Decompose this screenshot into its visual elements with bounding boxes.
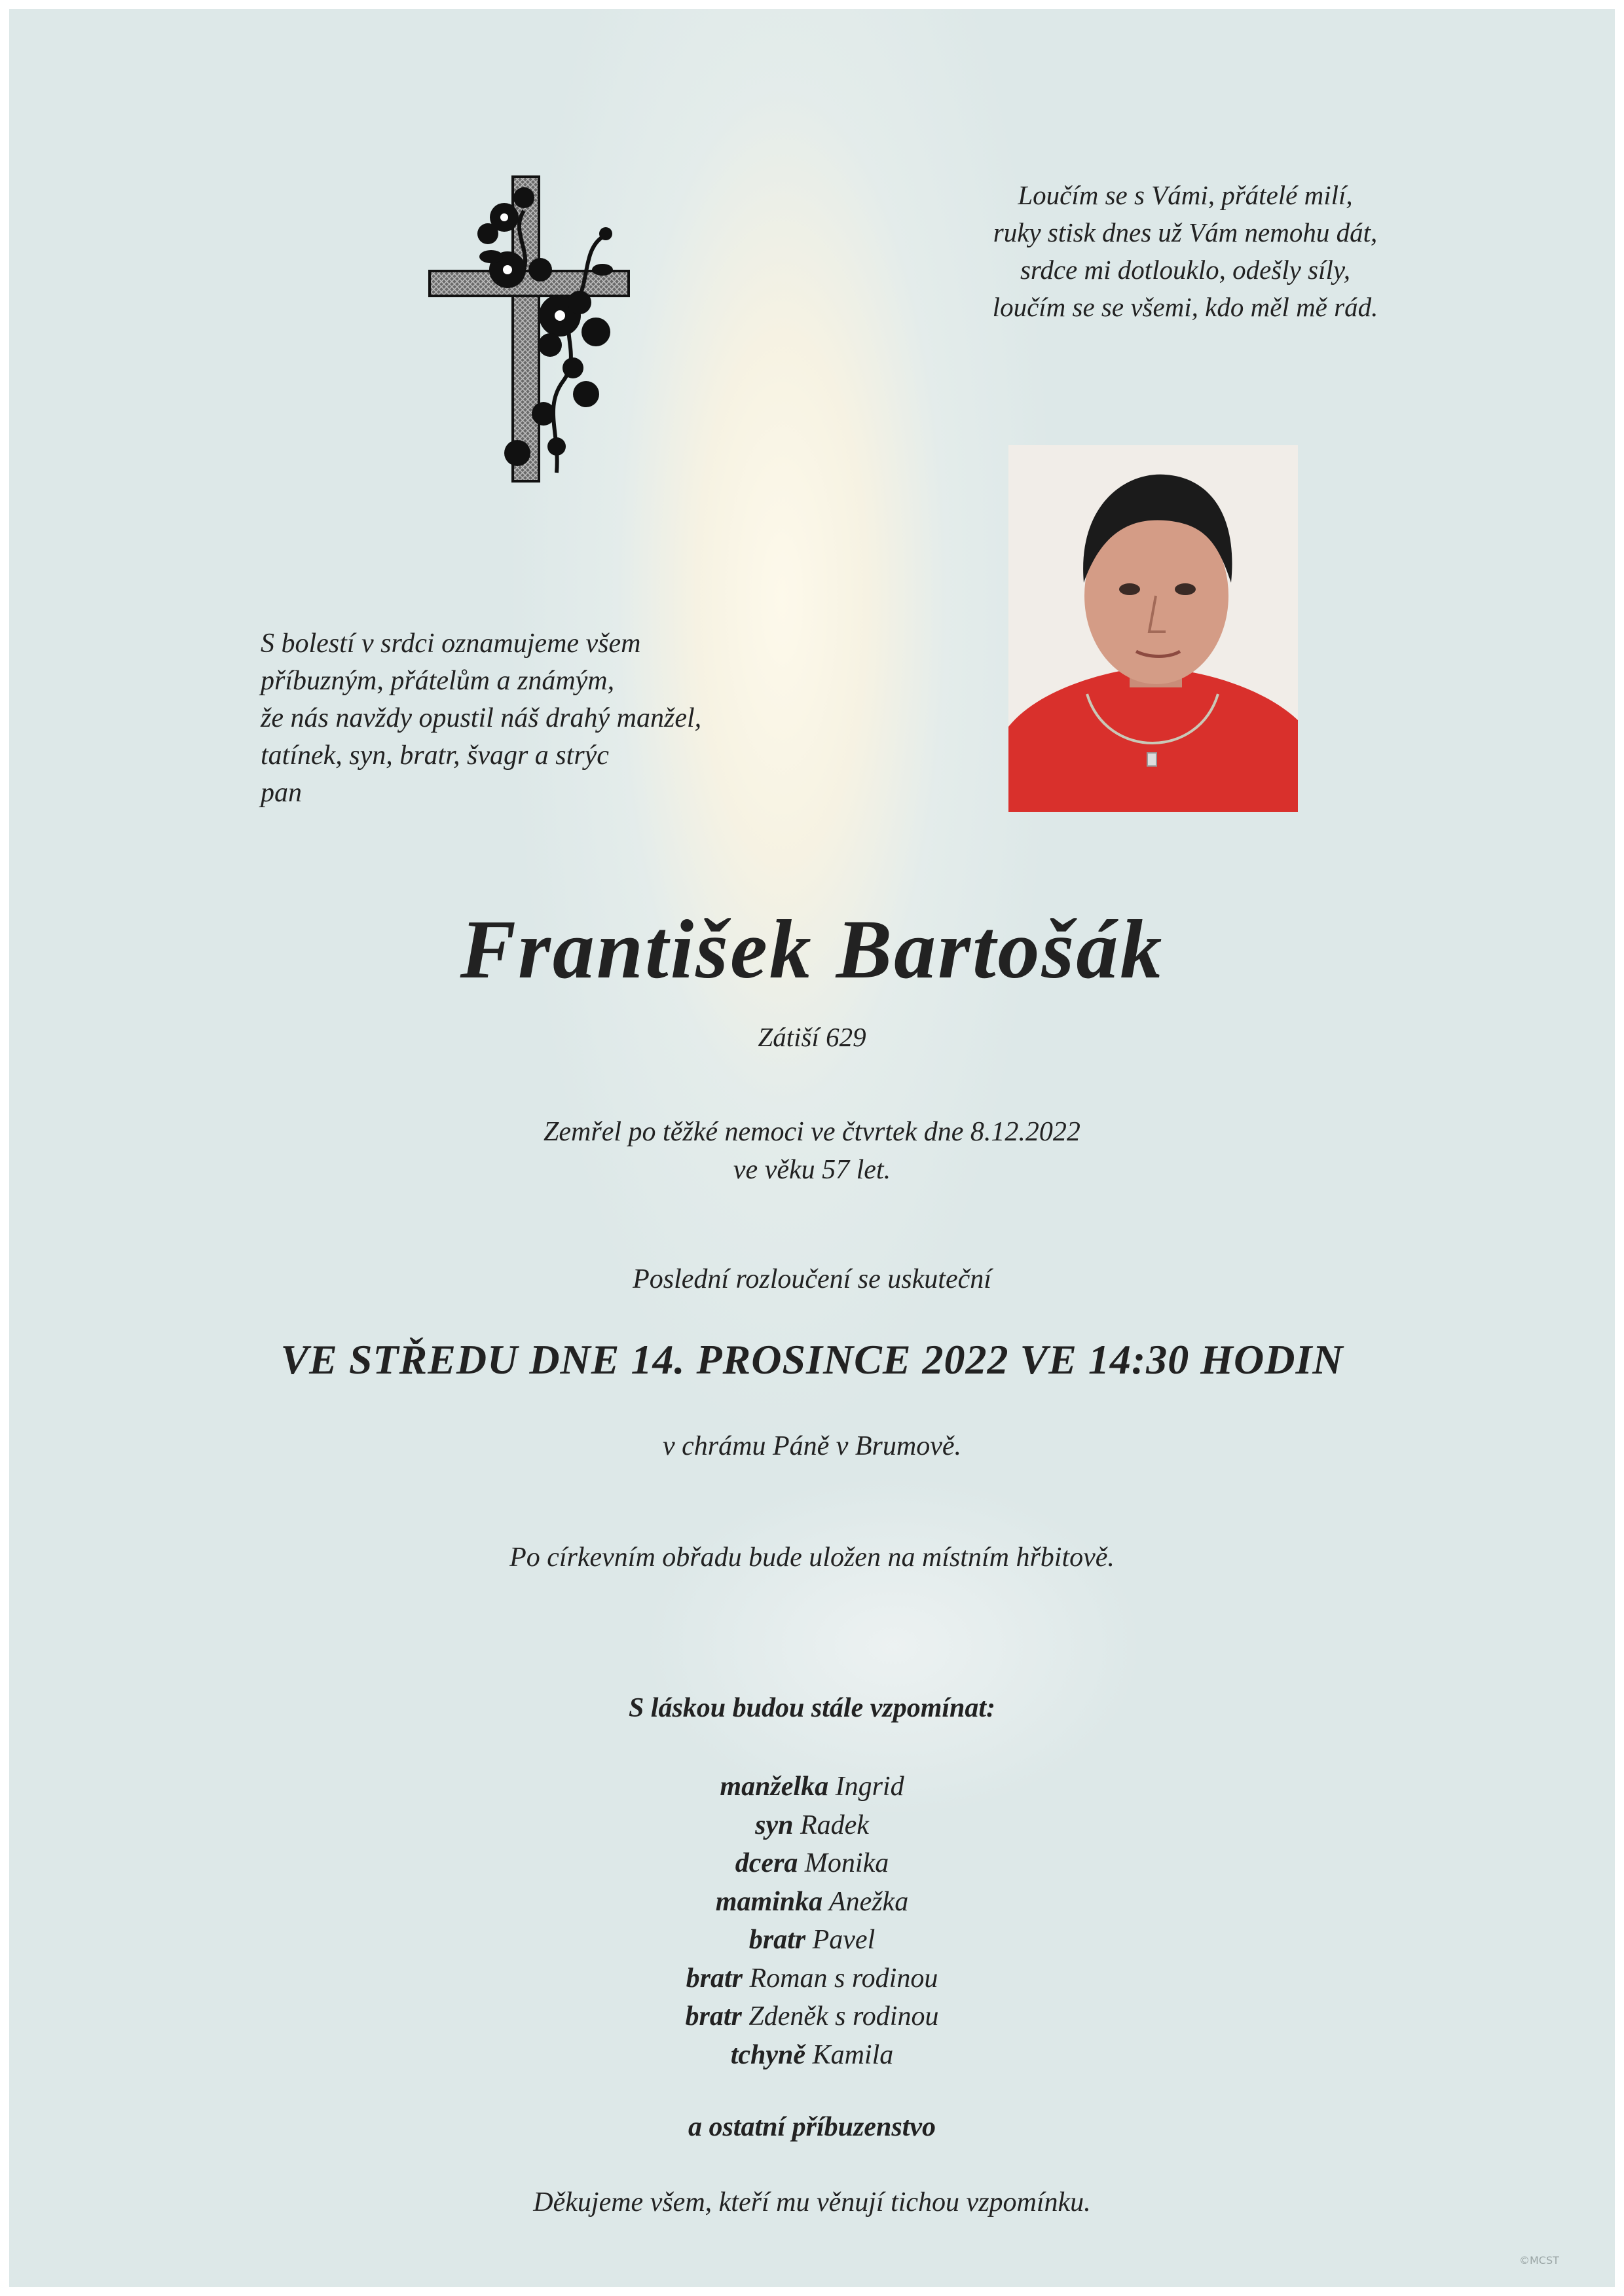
- mourner-role: bratr: [685, 2001, 742, 2032]
- death-notice: [0, 1113, 1624, 1189]
- intro-line: pan: [261, 778, 302, 808]
- mourners-list: [0, 1768, 1624, 2074]
- poem-line: loučím se se všemi, kdo měl mě rád.: [992, 292, 1378, 322]
- age-line: ve věku 57 let.: [733, 1155, 891, 1185]
- funeral-datetime: VE STŘEDU DNE 14. PROSINCE 2022 VE 14:30 HODIN: [280, 1336, 1344, 1383]
- deceased-name: František Bartošák: [460, 903, 1164, 996]
- portrait-image: [1008, 445, 1298, 812]
- list-item: [0, 1997, 1624, 2036]
- intro-line: tatínek, syn, bratr, švagr a strýc: [261, 740, 609, 771]
- mourner-name: Anežka: [822, 1886, 909, 1917]
- poem-line: srdce mi dotlouklo, odešly síly,: [1020, 255, 1351, 285]
- mourner-name: Pavel: [805, 1925, 876, 1955]
- list-item: [0, 1959, 1624, 1998]
- list-item: [0, 1806, 1624, 1845]
- list-item: [0, 1921, 1624, 1959]
- list-item: [0, 1768, 1624, 1806]
- mourner-name: Kamila: [805, 2039, 894, 2070]
- intro-line: S bolestí v srdci oznamujeme všem: [261, 629, 641, 659]
- list-item: [0, 1844, 1624, 1883]
- burial-note: Po církevním obřadu bude uložen na místním hřbitově.: [509, 1542, 1115, 1573]
- list-item: [0, 2036, 1624, 2075]
- mourner-name: Zdeněk s rodinou: [741, 2001, 939, 2032]
- announcement-intro: [261, 625, 824, 812]
- mourner-name: Ingrid: [828, 1772, 904, 1802]
- poem: [871, 177, 1500, 326]
- funeral-place: v chrámu Páně v Brumově.: [662, 1431, 961, 1461]
- mourner-name: Monika: [798, 1848, 889, 1878]
- poem-line: Loučím se s Vámi, přátelé milí,: [1018, 180, 1353, 210]
- mourner-role: dcera: [735, 1848, 798, 1878]
- mourner-role: manželka: [720, 1772, 829, 1802]
- other-relatives: a ostatní příbuzenstvo: [688, 2112, 936, 2142]
- mourners-heading: S láskou budou stále vzpomínat:: [628, 1693, 996, 1723]
- mourner-role: syn: [755, 1810, 794, 1840]
- intro-line: příbuzným, přátelům a známým,: [261, 666, 615, 696]
- mourner-role: bratr: [686, 1963, 743, 1994]
- thanks-line: Děkujeme všem, kteří mu věnují tichou vzpomínku.: [533, 2187, 1091, 2217]
- copyright-mark: ©MCST: [1519, 2254, 1559, 2267]
- mourner-role: tchyně: [730, 2039, 806, 2070]
- death-line: Zemřel po těžké nemoci ve čtvrtek dne 8.12.2022: [544, 1117, 1080, 1147]
- cross-with-roses-icon: [426, 172, 635, 486]
- mourner-name: Radek: [793, 1810, 869, 1840]
- farewell-intro: Poslední rozloučení se uskuteční: [633, 1264, 991, 1294]
- deceased-address: Zátiší 629: [758, 1022, 866, 1052]
- mourner-name: Roman s rodinou: [743, 1963, 938, 1994]
- portrait-photo: [1008, 445, 1298, 812]
- list-item: [0, 1883, 1624, 1922]
- mourner-role: bratr: [748, 1925, 806, 1955]
- poem-line: ruky stisk dnes už Vám nemohu dát,: [993, 217, 1378, 247]
- mourner-role: maminka: [715, 1886, 823, 1917]
- intro-line: že nás navždy opustil náš drahý manžel,: [261, 703, 702, 733]
